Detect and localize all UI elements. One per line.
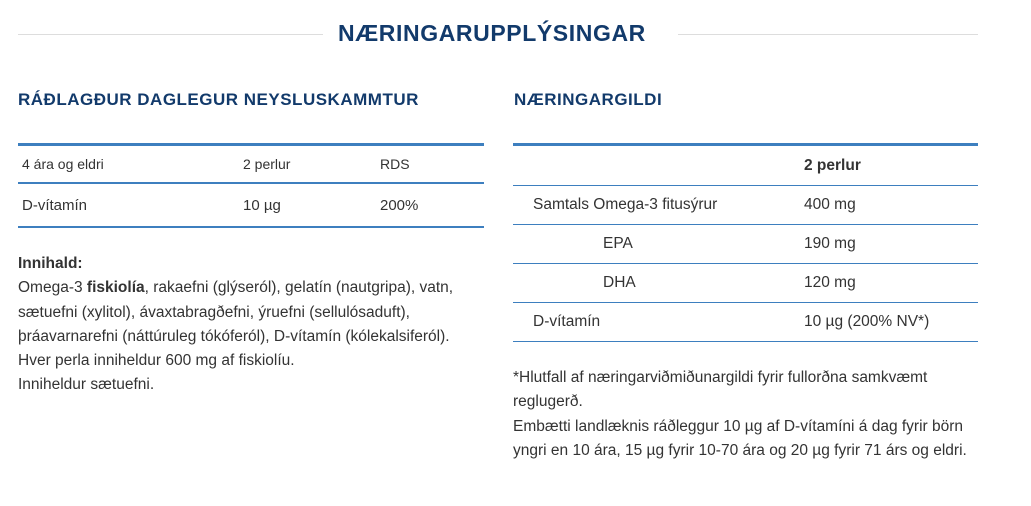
page-title: NÆRINGARUPPLÝSINGAR: [338, 20, 646, 46]
ingredients-bold-word: fiskiolía: [86, 279, 145, 297]
table-header-row: [18, 146, 484, 184]
column-header-amount: 2 perlur: [804, 156, 861, 174]
daily-dose-table: [18, 143, 484, 228]
nutrient-value: 400 mg: [804, 196, 856, 213]
nutrient-name: DHA: [603, 274, 636, 291]
ingredients-text-rest: , rakaefni (glýseról), gelatín (nautgripa), vatn, sætuefni (xylitol), ávaxtabragðefni, ýruefni (sellulósaduft), þráavarnarefni (náttúruleg tókóferól), D-vítamín (kólekalsiferól).: [18, 279, 454, 345]
title-divider-left: [18, 34, 323, 35]
nutrient-name: EPA: [603, 235, 633, 252]
table-row: [513, 225, 978, 264]
table-row: [18, 184, 484, 228]
ingredients-text-start: Omega-3: [18, 279, 87, 297]
table-row: [513, 303, 978, 342]
column-header-amount: 2 perlur: [243, 156, 291, 172]
table-header-row: [513, 146, 978, 186]
nutrient-name: D-vítamín: [533, 313, 601, 330]
title-divider-right: [678, 34, 978, 35]
nutrient-value: 190 mg: [804, 235, 856, 252]
column-header-age: 4 ára og eldri: [22, 156, 104, 172]
daily-dose-heading: RÁÐLAGÐUR DAGLEGUR NEYSLUSKAMMTUR: [18, 90, 419, 109]
nutrient-value: 10 µg (200% NV*): [804, 313, 930, 330]
nutrient-rds: 200%: [380, 196, 419, 214]
ingredients-capsule-info: Hver perla inniheldur 600 mg af fiskiolíu.: [18, 352, 295, 370]
footnote-health-advice: Embætti landlæknis ráðleggur 10 µg af D-vítamíni á dag fyrir börn yngri en 10 ára, 15 µg fyrir 10-70 ára og 20 µg fyrir 71 árs og eldri.: [513, 417, 967, 459]
nutrition-heading: NÆRINGARGILDI: [514, 90, 663, 109]
footnote-reference-value: *Hlutfall af næringarviðmiðunargildi fyrir fullorðna samkvæmt reglugerð.: [513, 369, 928, 411]
nutrient-amount: 10 µg: [243, 196, 281, 214]
nutrient-name: Samtals Omega-3 fitusýrur: [533, 196, 718, 213]
table-row: [513, 186, 978, 225]
nutrient-value: 120 mg: [804, 274, 856, 291]
column-header-rds: RDS: [380, 156, 410, 172]
ingredients-label: Innihald:: [18, 255, 83, 272]
page-title-row: [18, 14, 978, 54]
nutrition-table: [513, 143, 978, 342]
nutrition-footnote: [513, 366, 983, 463]
nutrient-name: D-vítamín: [22, 196, 88, 214]
ingredients-sweetener-note: Inniheldur sætuefni.: [18, 376, 155, 394]
ingredients-block: [18, 252, 488, 398]
table-row: [513, 264, 978, 303]
